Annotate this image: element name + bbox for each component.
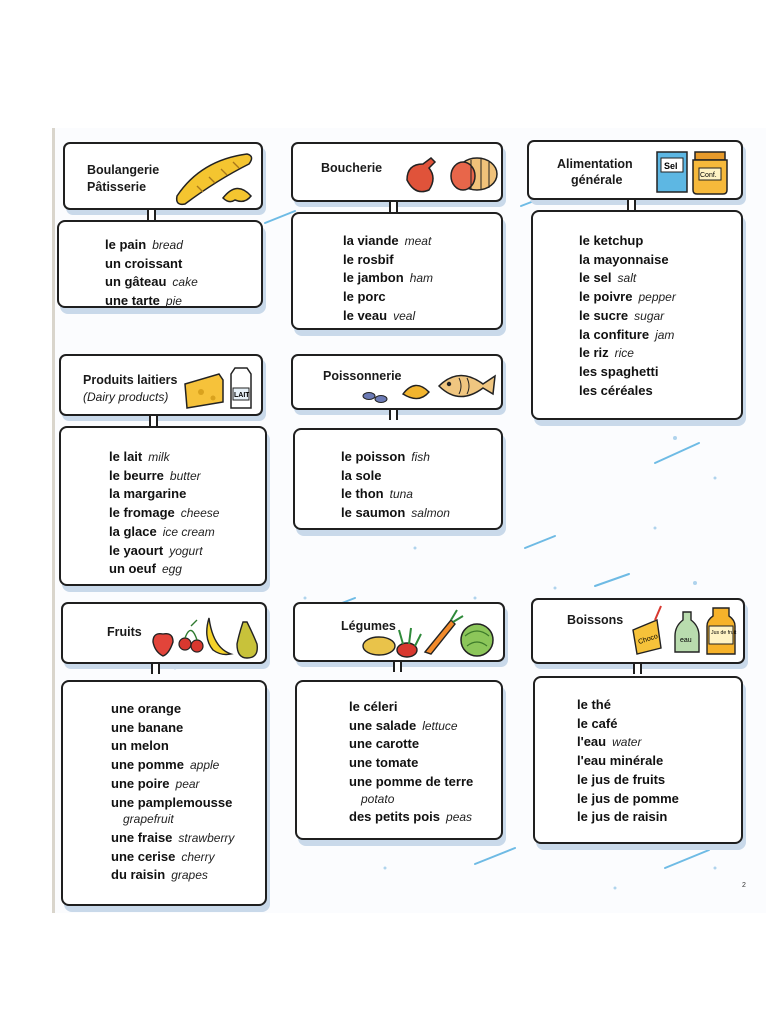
list-item: du raisin grapes bbox=[111, 867, 208, 883]
list-item: une fraise strawberry bbox=[111, 829, 235, 845]
sign-post bbox=[627, 200, 636, 210]
sign-post bbox=[389, 202, 398, 212]
list-item: le porc bbox=[343, 289, 386, 305]
item-list bbox=[579, 232, 676, 400]
section-title: Produits laitiers bbox=[83, 373, 178, 387]
meat-icon bbox=[401, 150, 499, 198]
fish-seafood-icon bbox=[359, 364, 499, 408]
bread-croissant-icon bbox=[171, 150, 261, 206]
item-list bbox=[109, 448, 219, 579]
section-title: Boissons bbox=[567, 613, 624, 627]
sign-post bbox=[151, 664, 160, 674]
list-item: le poivre pepper bbox=[579, 289, 676, 305]
salt-label: Sel bbox=[664, 161, 678, 171]
list-item: un croissant bbox=[105, 255, 183, 271]
item-list bbox=[343, 232, 433, 326]
drinks-icon bbox=[627, 602, 743, 662]
sign-legumes bbox=[293, 602, 505, 662]
list-item: un gâteau cake bbox=[105, 274, 198, 290]
list-item: les spaghetti bbox=[579, 363, 659, 379]
list-item: la confiture jam bbox=[579, 326, 675, 342]
cheese-milk-icon bbox=[179, 360, 263, 414]
list-item: la sole bbox=[341, 467, 382, 483]
item-list bbox=[349, 698, 473, 827]
card-fruits bbox=[61, 680, 267, 906]
sign-post bbox=[149, 416, 158, 426]
list-item: le veau veal bbox=[343, 307, 416, 323]
list-item: le lait milk bbox=[109, 449, 170, 464]
fruits-icon bbox=[147, 608, 263, 662]
item-list bbox=[105, 236, 198, 311]
list-item: le café bbox=[577, 715, 618, 731]
list-item: le céleri bbox=[349, 699, 398, 714]
list-item: une salade lettuce bbox=[349, 717, 458, 733]
sign-boissons bbox=[531, 598, 745, 664]
section-title: Boucherie bbox=[321, 161, 383, 175]
section-title-line2: Pâtisserie bbox=[87, 180, 147, 194]
list-item: le jambon ham bbox=[343, 270, 434, 286]
sign-boulangerie bbox=[63, 142, 263, 210]
sign-poissonnerie bbox=[291, 354, 503, 410]
card-boucherie bbox=[291, 212, 503, 330]
section-title: Boulangerie bbox=[87, 163, 160, 177]
list-item: une tomate bbox=[349, 755, 419, 771]
list-item: une carotte bbox=[349, 736, 420, 752]
list-item: une tarte pie bbox=[105, 293, 182, 309]
list-item: des petits pois peas bbox=[349, 809, 473, 825]
list-item: une cerise cherry bbox=[111, 848, 215, 864]
list-item: le jus de pomme bbox=[577, 790, 679, 806]
water-label: eau bbox=[680, 637, 692, 644]
vegetables-icon bbox=[359, 606, 501, 660]
section-title-line2: générale bbox=[571, 173, 623, 187]
card-boulangerie bbox=[57, 220, 263, 308]
list-item: un melon bbox=[111, 738, 169, 754]
list-item: le rosbif bbox=[343, 251, 394, 267]
card-boissons bbox=[533, 676, 743, 844]
list-item: le thon tuna bbox=[341, 486, 413, 502]
list-item: un oeuf egg bbox=[109, 561, 182, 577]
list-item: le yaourt yogurt bbox=[109, 542, 203, 558]
card-produits-laitiers bbox=[59, 426, 267, 586]
salt-jam-icon bbox=[653, 146, 737, 198]
section-title: Alimentation bbox=[557, 157, 633, 171]
list-item: une pamplemousse grapefruit bbox=[111, 794, 233, 827]
sign-post bbox=[389, 410, 398, 420]
list-item: l'eau water bbox=[577, 734, 642, 750]
list-item: une pomme de terre potato bbox=[349, 773, 474, 806]
list-item: l'eau minérale bbox=[577, 753, 664, 769]
section-subtitle: (Dairy products) bbox=[83, 390, 169, 404]
list-item: la viande meat bbox=[343, 233, 432, 248]
section-title: Poissonnerie bbox=[323, 369, 402, 383]
list-item: le fromage cheese bbox=[109, 505, 220, 521]
choco-label: Choco bbox=[637, 633, 659, 646]
list-item: les céréales bbox=[579, 382, 653, 398]
list-item: la glace ice cream bbox=[109, 523, 215, 539]
sign-post bbox=[633, 664, 642, 674]
list-item: le sucre sugar bbox=[579, 307, 665, 323]
item-list bbox=[577, 696, 685, 827]
list-item: une poire pear bbox=[111, 775, 200, 791]
card-alimentation bbox=[531, 210, 743, 420]
card-poissonnerie bbox=[293, 428, 503, 530]
list-item: une banane bbox=[111, 719, 184, 735]
list-item: une pomme apple bbox=[111, 757, 220, 773]
sign-produits-laitiers bbox=[59, 354, 263, 416]
sign-post bbox=[393, 662, 402, 672]
list-item: le beurre butter bbox=[109, 467, 201, 483]
list-item: une orange bbox=[111, 701, 182, 716]
juice-label: Jus de fruit bbox=[711, 630, 737, 636]
list-item: le jus de raisin bbox=[577, 809, 668, 825]
section-title: Légumes bbox=[341, 619, 396, 633]
page-number: 2 bbox=[742, 882, 746, 889]
list-item: le ketchup bbox=[579, 233, 644, 248]
list-item: le poisson fish bbox=[341, 449, 430, 464]
list-item: le sel salt bbox=[579, 270, 637, 286]
list-item: le thé bbox=[577, 697, 611, 712]
sign-fruits bbox=[61, 602, 267, 664]
item-list bbox=[111, 700, 234, 885]
list-item: le riz rice bbox=[579, 345, 634, 361]
list-item: le saumon salmon bbox=[341, 505, 450, 521]
list-item: la margarine bbox=[109, 486, 187, 502]
list-item: le jus de fruits bbox=[577, 771, 666, 787]
jam-label: Conf. bbox=[700, 172, 717, 179]
milk-label: LAIT bbox=[234, 392, 250, 399]
sign-boucherie bbox=[291, 142, 503, 202]
item-list bbox=[341, 448, 450, 523]
sign-alimentation bbox=[527, 140, 743, 200]
section-title: Fruits bbox=[107, 625, 142, 639]
sign-post bbox=[147, 210, 156, 220]
list-item: la mayonnaise bbox=[579, 251, 669, 267]
page bbox=[52, 128, 766, 913]
list-item: le pain bread bbox=[105, 237, 183, 252]
card-legumes bbox=[295, 680, 503, 840]
